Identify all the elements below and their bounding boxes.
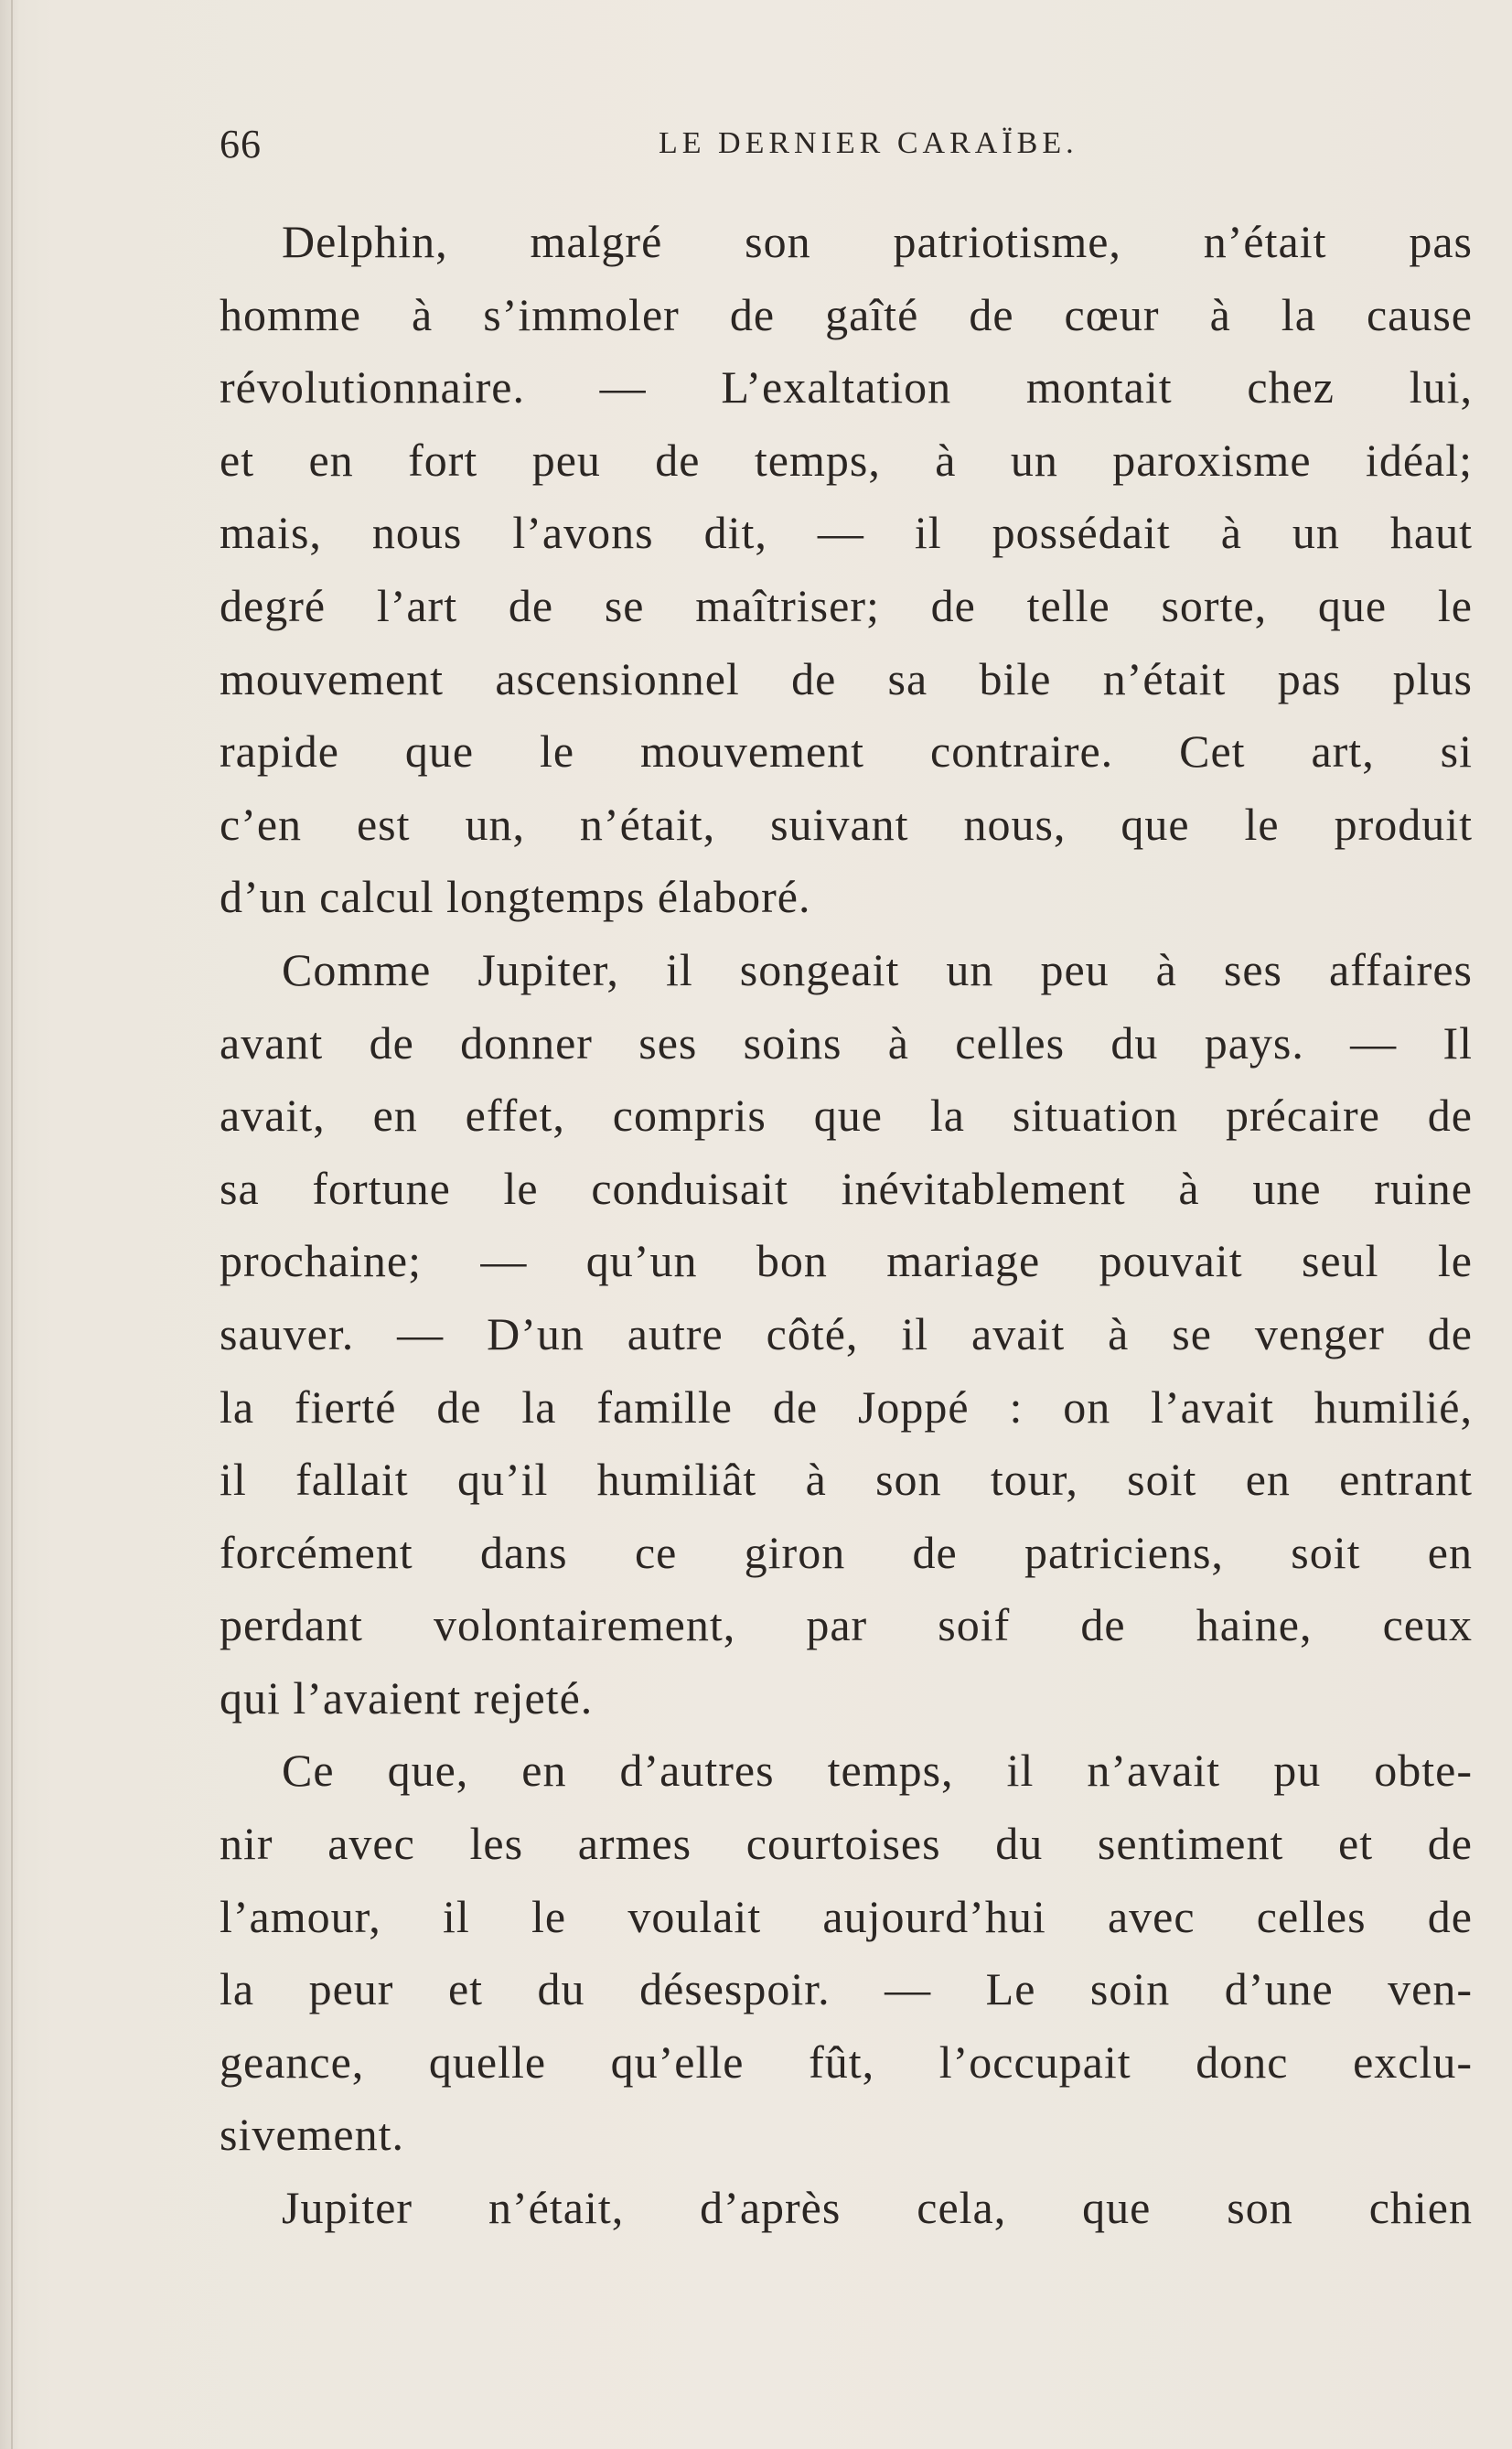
text-line: Comme Jupiter, il songeait un peu à ses affaires bbox=[282, 943, 1473, 995]
text-line: mais, nous l’avons dit, — il possédait à un haut bbox=[220, 507, 1473, 559]
text-line: la fierté de la famille de Joppé : on l’avait humilié, bbox=[220, 1380, 1473, 1433]
text-line: geance, quelle qu’elle fût, l’occupait donc exclu- bbox=[220, 2035, 1473, 2088]
text-line: perdant volontairement, par soif de haine, ceux bbox=[220, 1599, 1473, 1651]
text-line: sa fortune le conduisait inévitablement à une ruine bbox=[220, 1162, 1473, 1214]
text-line: prochaine; — qu’un bon mariage pouvait seul le bbox=[220, 1235, 1473, 1287]
text-line: révolutionnaire. — L’exaltation montait chez lui, bbox=[220, 361, 1473, 414]
text-line: qui l’avaient rejeté. bbox=[220, 1671, 594, 1724]
text-line: mouvement ascensionnel de sa bile n’était pas plus bbox=[220, 652, 1473, 704]
text-line: homme à s’immoler de gaîté de cœur à la cause bbox=[220, 288, 1473, 340]
text-line: c’en est un, n’était, suivant nous, que le produit bbox=[220, 798, 1473, 850]
text-line: Ce que, en d’autres temps, il n’avait pu obte- bbox=[282, 1745, 1473, 1797]
text-line: la peur et du désespoir. — Le soin d’une ven- bbox=[220, 1963, 1473, 2015]
text-line: sivement. bbox=[220, 2109, 405, 2161]
page-number: 66 bbox=[220, 122, 262, 166]
text-line: nir avec les armes courtoises du sentiment et de bbox=[220, 1818, 1473, 1870]
text-line: rapide que le mouvement contraire. Cet art, si bbox=[220, 725, 1473, 778]
text-line: l’amour, il le voulait aujourd’hui avec celles de bbox=[220, 1890, 1473, 1942]
text-line: degré l’art de se maîtriser; de telle sorte, que le bbox=[220, 579, 1473, 631]
text-line: Jupiter n’était, d’après cela, que son chien bbox=[282, 2182, 1473, 2234]
text-line: et en fort peu de temps, à un paroxisme idéal; bbox=[220, 434, 1473, 486]
binding-edge bbox=[11, 0, 13, 2449]
page-body bbox=[220, 206, 1473, 2245]
page-header bbox=[220, 121, 1473, 176]
text-line: Delphin, malgré son patriotisme, n’était pas bbox=[282, 216, 1473, 267]
text-line: avait, en effet, compris que la situation précaire de bbox=[220, 1090, 1473, 1142]
text-line: il fallait qu’il humiliât à son tour, soit en entrant bbox=[220, 1454, 1473, 1506]
text-line: avant de donner ses soins à celles du pays. — Il bbox=[220, 1016, 1473, 1069]
running-title: LE DERNIER CARAÏBE. bbox=[659, 126, 1078, 160]
text-line: forcément dans ce giron de patriciens, soit en bbox=[220, 1526, 1473, 1578]
text-line: d’un calcul longtemps élaboré. bbox=[220, 871, 811, 923]
text-line: sauver. — D’un autre côté, il avait à se venger de bbox=[220, 1307, 1473, 1359]
